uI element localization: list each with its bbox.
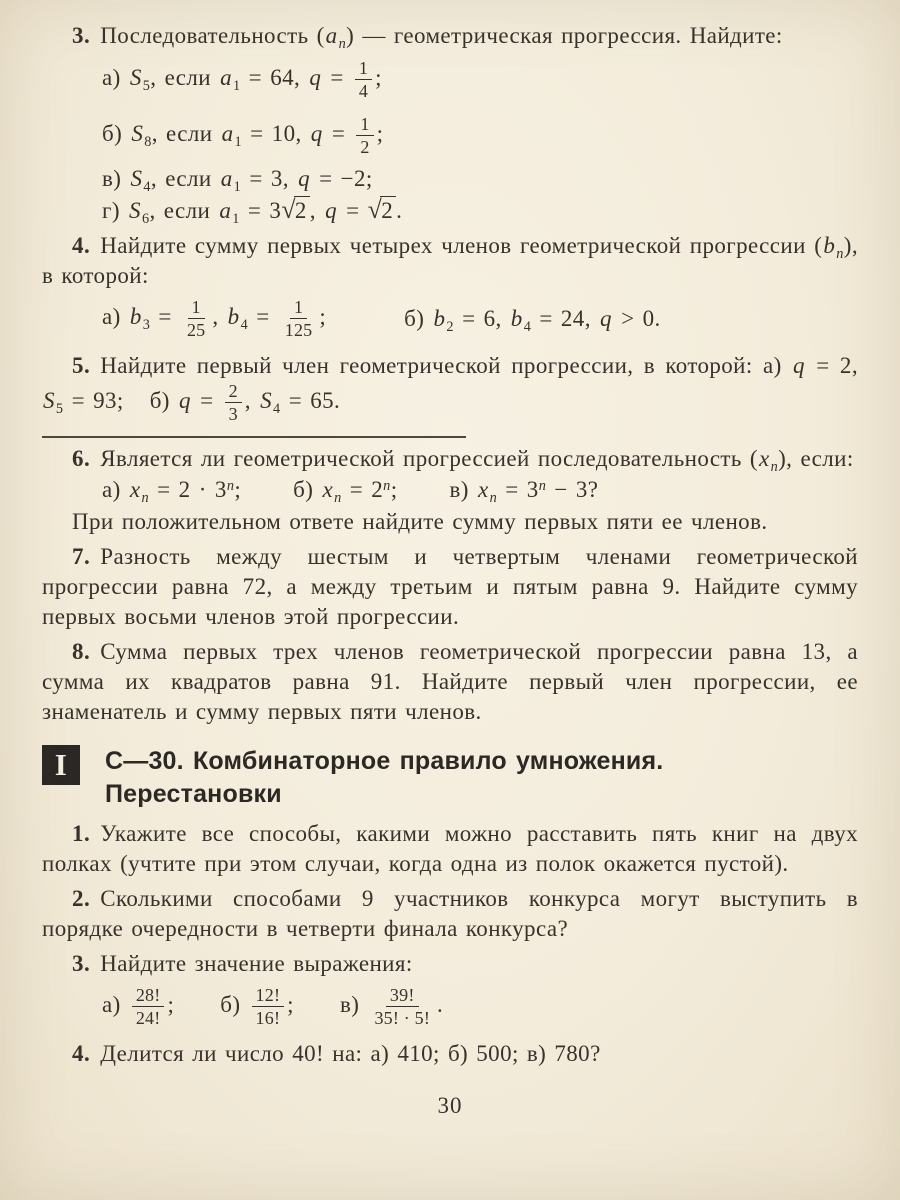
math-txt: ; <box>319 303 327 329</box>
math-txt: , если <box>151 120 221 146</box>
math-var: a <box>219 198 232 223</box>
math-txt: = 2, <box>805 353 858 378</box>
math-txt: = <box>191 387 222 413</box>
math-txt: г) <box>102 198 129 223</box>
math-var: q <box>600 305 612 331</box>
math-txt: = 6, <box>453 305 510 331</box>
math-var: b <box>129 303 142 329</box>
problem-5 <box>42 351 858 424</box>
math-txt: . <box>437 991 444 1017</box>
math-sub: 3 <box>142 316 151 333</box>
problem-4-item-a <box>102 297 326 340</box>
math-sqrt: √2 <box>281 198 309 223</box>
problem-3-item-v <box>102 164 858 194</box>
task-3-item-v <box>340 985 443 1028</box>
problem-8-number: 8. <box>72 639 91 664</box>
math-txt: Последовательность ( <box>100 23 325 48</box>
math-frac: $\frac{39!}{35! \cdot 5!}$ <box>374 985 431 1028</box>
math-txt: = 2 · 3 <box>148 477 227 502</box>
math-sub: 4 <box>523 318 532 335</box>
math-subv: n <box>770 458 779 475</box>
math-txt: ), если: <box>778 446 854 471</box>
problem-6-intro <box>42 444 858 474</box>
math-sup: n <box>383 477 391 494</box>
math-subv: n <box>334 489 342 506</box>
task-2 <box>42 884 858 944</box>
math-txt: Найдите первый член геометрической прогрессии, в которой: а) <box>100 353 792 378</box>
task-1-number: 1. <box>72 821 91 846</box>
math-frac: $\frac{1}{25}$ <box>186 297 206 340</box>
math-txt: , <box>212 303 227 329</box>
math-frac: $\frac{28!}{24!}$ <box>132 985 165 1028</box>
math-var: a <box>220 166 233 191</box>
problem-3-number: 3. <box>72 23 91 48</box>
math-var: S <box>260 387 273 413</box>
problem-4-text <box>42 233 858 288</box>
math-txt: б) <box>293 477 322 502</box>
math-sub: 6 <box>141 210 150 227</box>
math-var: b <box>823 233 836 258</box>
math-txt: ), в которой: <box>42 233 858 288</box>
math-sub: 4 <box>143 178 151 195</box>
math-var: S <box>43 387 55 413</box>
math-var: b <box>433 305 446 331</box>
math-txt: . <box>396 198 403 223</box>
section-title-block <box>105 745 663 811</box>
math-sup: n <box>226 477 235 494</box>
math-txt: = 24, <box>531 305 600 331</box>
math-txt: = 93; <box>63 387 124 413</box>
variant-badge: I <box>42 745 80 785</box>
math-txt: = <box>150 303 180 329</box>
math-txt: , если <box>149 198 219 223</box>
math-txt: а) <box>102 303 129 329</box>
math-txt: = <box>323 120 354 146</box>
math-txt: = <box>248 303 278 329</box>
problem-6-item-v <box>450 475 599 505</box>
problem-3-item-g <box>102 195 858 226</box>
math-sqrt: √2 <box>368 198 396 223</box>
task-1 <box>42 819 858 879</box>
problem-7-text: Разность между шестым и четвертым членами геометрической прогрессии равна 72, а между третьим и пятым равна 9. Найдите сумму первых восьми членов этой прогрессии. <box>42 544 858 629</box>
math-frac: $\frac{2}{3}$ <box>225 381 242 424</box>
problem-6-items <box>102 475 858 505</box>
problem-7 <box>42 542 858 632</box>
task-3-item-a <box>102 985 174 1028</box>
math-var: x <box>322 477 334 502</box>
math-txt: = 64, <box>240 64 309 90</box>
math-sub: 5 <box>55 400 64 417</box>
problem-7-number: 7. <box>72 544 91 569</box>
math-txt: ; <box>167 991 175 1017</box>
math-var: q <box>310 120 323 146</box>
math-txt: б) <box>149 387 179 413</box>
math-txt: = 65. <box>280 387 341 413</box>
math-txt: ; <box>287 991 294 1017</box>
math-frac: $\frac{1}{4}$ <box>355 58 372 101</box>
problem-6-item-b <box>293 475 397 505</box>
math-txt: Является ли геометрической прогрессией последовательность ( <box>100 446 758 471</box>
math-txt: = <box>322 64 352 90</box>
task-2-number: 2. <box>72 886 91 911</box>
math-txt: ; <box>234 477 242 502</box>
math-txt: в) <box>449 477 477 502</box>
problem-6-item-a <box>102 475 241 505</box>
math-txt: = 3 <box>497 477 539 502</box>
math-var: S <box>131 120 144 146</box>
math-txt: ) — геометрическая прогрессия. Найдите: <box>346 23 783 48</box>
task-4-text: Делится ли число 40! на: а) 410; б) 500; в) 780? <box>100 1041 601 1066</box>
problem-3-item-b <box>102 108 858 163</box>
math-txt: = <box>338 198 368 223</box>
task-3-number: 3. <box>72 951 91 976</box>
task-2-text: Сколькими способами 9 участников конкурса могут выступить в порядке очередности в четверти финала конкурса? <box>42 886 858 941</box>
math-txt: = 3, <box>241 166 298 191</box>
task-3-text: Найдите значение выражения: <box>100 951 413 976</box>
task-1-text: Укажите все способы, какими можно расставить пять книг на двух полках (учтите при этом случаи, когда одна из полок окажется пустой). <box>42 821 858 876</box>
math-txt: > 0. <box>612 305 661 331</box>
math-var: x <box>129 477 141 502</box>
problem-8 <box>42 637 858 727</box>
math-txt: = −2; <box>310 166 373 191</box>
section-divider <box>42 436 466 438</box>
math-var: q <box>309 64 322 90</box>
math-var: S <box>130 166 143 191</box>
math-txt: = 2 <box>341 477 384 502</box>
math-subv: n <box>338 35 347 52</box>
math-txt: , если <box>150 166 220 191</box>
math-var: q <box>298 166 310 191</box>
task-4 <box>42 1039 858 1069</box>
math-txt: Найдите сумму первых четырех членов геометрической прогрессии ( <box>100 233 823 258</box>
math-subv: n <box>489 489 498 506</box>
math-sub: 1 <box>232 210 240 227</box>
math-sub: 1 <box>233 178 242 195</box>
math-txt: б) <box>404 305 433 331</box>
problem-3-text <box>100 23 783 52</box>
math-sub: 1 <box>234 133 243 150</box>
math-txt: а) <box>102 477 129 502</box>
problem-6-text <box>100 446 854 475</box>
math-var: b <box>227 303 240 329</box>
math-var: S <box>129 64 142 90</box>
math-txt: а) <box>102 991 129 1017</box>
math-var: x <box>758 446 770 471</box>
math-txt: = 10, <box>242 120 310 146</box>
task-3-intro <box>42 949 858 979</box>
page-number: 30 <box>437 1093 463 1118</box>
math-var: x <box>477 477 489 502</box>
problem-6-number: 6. <box>72 446 91 471</box>
math-txt: ; <box>390 477 398 502</box>
math-var: a <box>221 120 234 146</box>
math-txt: , если <box>150 64 220 90</box>
problem-3-item-a <box>102 52 858 107</box>
math-sub: 4 <box>240 316 249 333</box>
math-txt: , <box>309 198 325 223</box>
problem-3-intro <box>42 21 858 51</box>
math-sub: 4 <box>273 400 281 417</box>
section-title: С—30. Комбинаторное правило умножения. <box>105 747 664 775</box>
task-4-number: 4. <box>72 1041 91 1066</box>
math-txt: = 3 <box>239 198 282 223</box>
math-var: q <box>325 198 337 223</box>
math-var: q <box>793 353 805 378</box>
math-txt: в) <box>102 166 130 191</box>
math-sup: n <box>538 477 547 494</box>
math-var: q <box>179 387 191 413</box>
problem-8-text: Сумма первых трех членов геометрической прогрессии равна 13, а сумма их квадратов равна 91. Найдите первый член прогрессии, ее знаменатель и сумму первых пяти членов. <box>42 639 858 724</box>
math-txt: − 3? <box>546 477 599 502</box>
math-var: a <box>325 23 338 48</box>
math-sub: 1 <box>233 77 241 94</box>
section-header <box>42 745 858 811</box>
math-subv: n <box>836 245 844 262</box>
math-txt: а) <box>102 64 129 90</box>
problem-4-items <box>102 291 858 346</box>
math-var: b <box>510 305 523 331</box>
math-subv: n <box>141 489 149 506</box>
problem-4-item-b <box>404 304 660 334</box>
task-3-item-b <box>220 985 294 1028</box>
task-3-items <box>102 979 858 1034</box>
math-sub: 5 <box>142 77 151 94</box>
math-frac: $\frac{1}{2}$ <box>356 114 373 157</box>
math-var: S <box>129 198 141 223</box>
math-frac: $\frac{1}{125}$ <box>284 297 313 340</box>
math-txt: ; <box>376 120 384 146</box>
math-txt: б) <box>102 120 131 146</box>
problem-5-text <box>42 353 858 424</box>
math-var: a <box>220 64 232 90</box>
math-frac: $\frac{12!}{16!}$ <box>252 985 285 1028</box>
problem-5-number: 5. <box>72 353 91 378</box>
problem-4-number: 4. <box>72 233 91 258</box>
section-subtitle: Перестановки <box>105 780 282 808</box>
math-txt: , <box>244 387 260 413</box>
math-sub: 2 <box>446 318 454 335</box>
math-sub: 8 <box>144 133 152 150</box>
math-txt: б) <box>220 991 249 1017</box>
math-txt: ; <box>375 64 382 90</box>
problem-4-intro <box>42 231 858 291</box>
math-txt: в) <box>339 991 368 1017</box>
problem-6-note: При положительном ответе найдите сумму первых пяти ее членов. <box>72 509 768 534</box>
